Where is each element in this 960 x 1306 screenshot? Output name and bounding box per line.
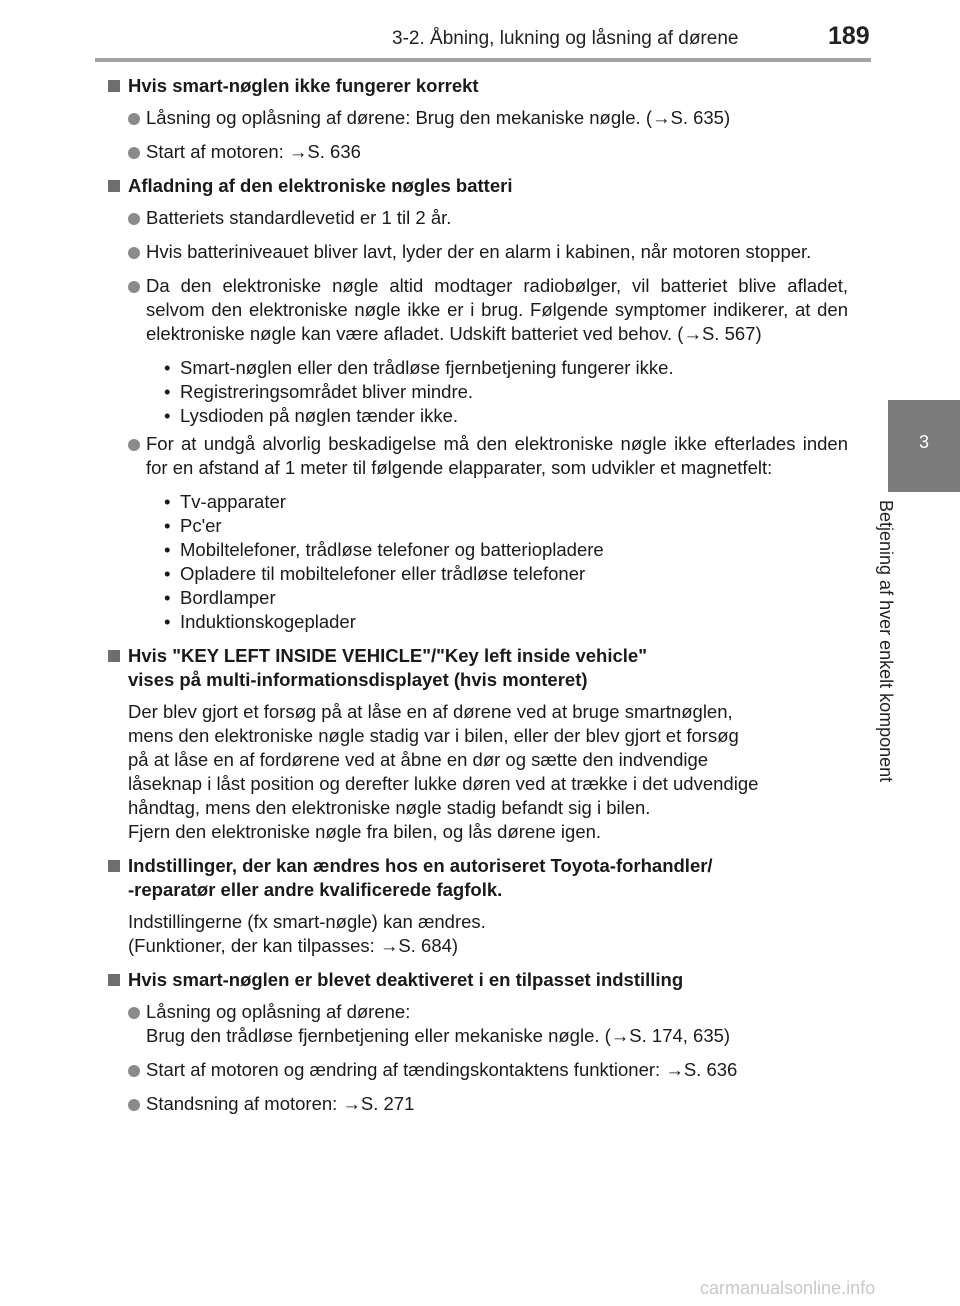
list-item: • Tv-apparater [164, 491, 286, 512]
section-battery-depletion [108, 174, 848, 634]
list-item: • Bordlamper [164, 587, 276, 608]
chapter-number: 3 [918, 432, 929, 452]
bullet-item: Da den elektroniske nøgle altid modtager radiobølger, vil batteriet blive afladet, selvom den elektroniske nøgle ikke er i brug. Følgende symptomer indikerer, at den elektroniske nøgle kan være afladet. Udskift batteriet ved behov. (→S. 567) [108, 274, 848, 346]
circle-bullet-icon [128, 439, 140, 451]
section-heading: Afladning af den elektroniske nøgles batteri [108, 174, 848, 198]
circle-bullet-icon [128, 213, 140, 225]
section-dealer-settings [108, 854, 848, 958]
circle-bullet-icon [128, 247, 140, 259]
section-heading: Hvis "KEY LEFT INSIDE VEHICLE"/"Key left inside vehicle" vises på multi-informationsdisplayet (hvis monteret) [108, 644, 848, 692]
list-item: • Registreringsområdet bliver mindre. [164, 381, 474, 402]
bullet-item: Start af motoren: →S. 636 [108, 140, 848, 164]
section-smart-key-deactivated [108, 968, 848, 1116]
bullet-item: Låsning og oplåsning af dørene: Brug den trådløse fjernbetjening eller mekaniske nøgle. (→S. 174, 635) [108, 1000, 848, 1048]
circle-bullet-icon [128, 1099, 140, 1111]
bullet-item: Batteriets standardlevetid er 1 til 2 år. [108, 206, 848, 230]
bullet-item: For at undgå alvorlig beskadigelse må den elektroniske nøgle ikke efterlades inden for en afstand af 1 meter til følgende elapparater, som udvikler et magnetfelt: [108, 432, 848, 480]
section-heading: Indstillinger, der kan ændres hos en autoriseret Toyota-forhandler/ -reparatør eller andre kvalificerede fagfolk. [108, 854, 848, 902]
square-bullet-icon [108, 80, 120, 92]
symptom-list [108, 356, 848, 428]
list-item: • Pc'er [164, 515, 222, 536]
circle-bullet-icon [128, 1065, 140, 1077]
section-title: 3-2. Åbning, lukning og låsning af dørene [392, 28, 739, 49]
bullet-item: Låsning og oplåsning af dørene: Brug den mekaniske nøgle. (→S. 635) [108, 106, 848, 130]
chapter-label: Betjening af hver enkelt komponent [876, 500, 896, 783]
list-item: • Induktionskogeplader [164, 611, 356, 632]
section-smart-key-malfunction [108, 74, 848, 164]
square-bullet-icon [108, 974, 120, 986]
bullet-item: Standsning af motoren: →S. 271 [108, 1092, 848, 1116]
chapter-tab [888, 400, 960, 492]
list-item: • Opladere til mobiltelefoner eller trådløse telefoner [164, 563, 586, 584]
circle-bullet-icon [128, 113, 140, 125]
circle-bullet-icon [128, 147, 140, 159]
header-rule [95, 58, 871, 62]
page-header [0, 0, 960, 62]
section-key-left-inside [108, 644, 848, 844]
section-paragraph: Der blev gjort et forsøg på at låse en af dørene ved at bruge smartnøglen, mens den elektroniske nøgle stadig var i bilen, eller der blev gjort et forsøg på at låse en af fordørene ved at åbne en dør og sætte den indvendige låseknap i låst position og derefter lukke døren ved at trække i det udvendige håndtag, mens den elektroniske nøgle stadig befandt sig i bilen. Fjern den elektroniske nøgle fra bilen, og lås dørene igen. [128, 701, 759, 842]
list-item: • Lysdioden på nøglen tænder ikke. [164, 405, 459, 426]
bullet-item: Hvis batteriniveauet bliver lavt, lyder der en alarm i kabinen, når motoren stopper. [108, 240, 848, 264]
square-bullet-icon [108, 650, 120, 662]
watermark: carmanualsonline.info [700, 1278, 876, 1298]
section-heading: Hvis smart-nøglen er blevet deaktiveret i en tilpasset indstilling [108, 968, 848, 992]
page-content [108, 74, 848, 1126]
device-list [108, 490, 848, 634]
square-bullet-icon [108, 860, 120, 872]
list-item: • Smart-nøglen eller den trådløse fjernbetjening fungerer ikke. [164, 357, 674, 378]
page-number: 189 [828, 22, 870, 50]
list-item: • Mobiltelefoner, trådløse telefoner og batteriopladere [164, 539, 604, 560]
circle-bullet-icon [128, 1007, 140, 1019]
square-bullet-icon [108, 180, 120, 192]
bullet-item: Start af motoren og ændring af tændingskontaktens funktioner: →S. 636 [108, 1058, 848, 1082]
circle-bullet-icon [128, 281, 140, 293]
section-paragraph: Indstillingerne (fx smart-nøgle) kan ændres. (Funktioner, der kan tilpasses: →S. 684) [128, 911, 486, 956]
section-heading: Hvis smart-nøglen ikke fungerer korrekt [108, 74, 848, 98]
